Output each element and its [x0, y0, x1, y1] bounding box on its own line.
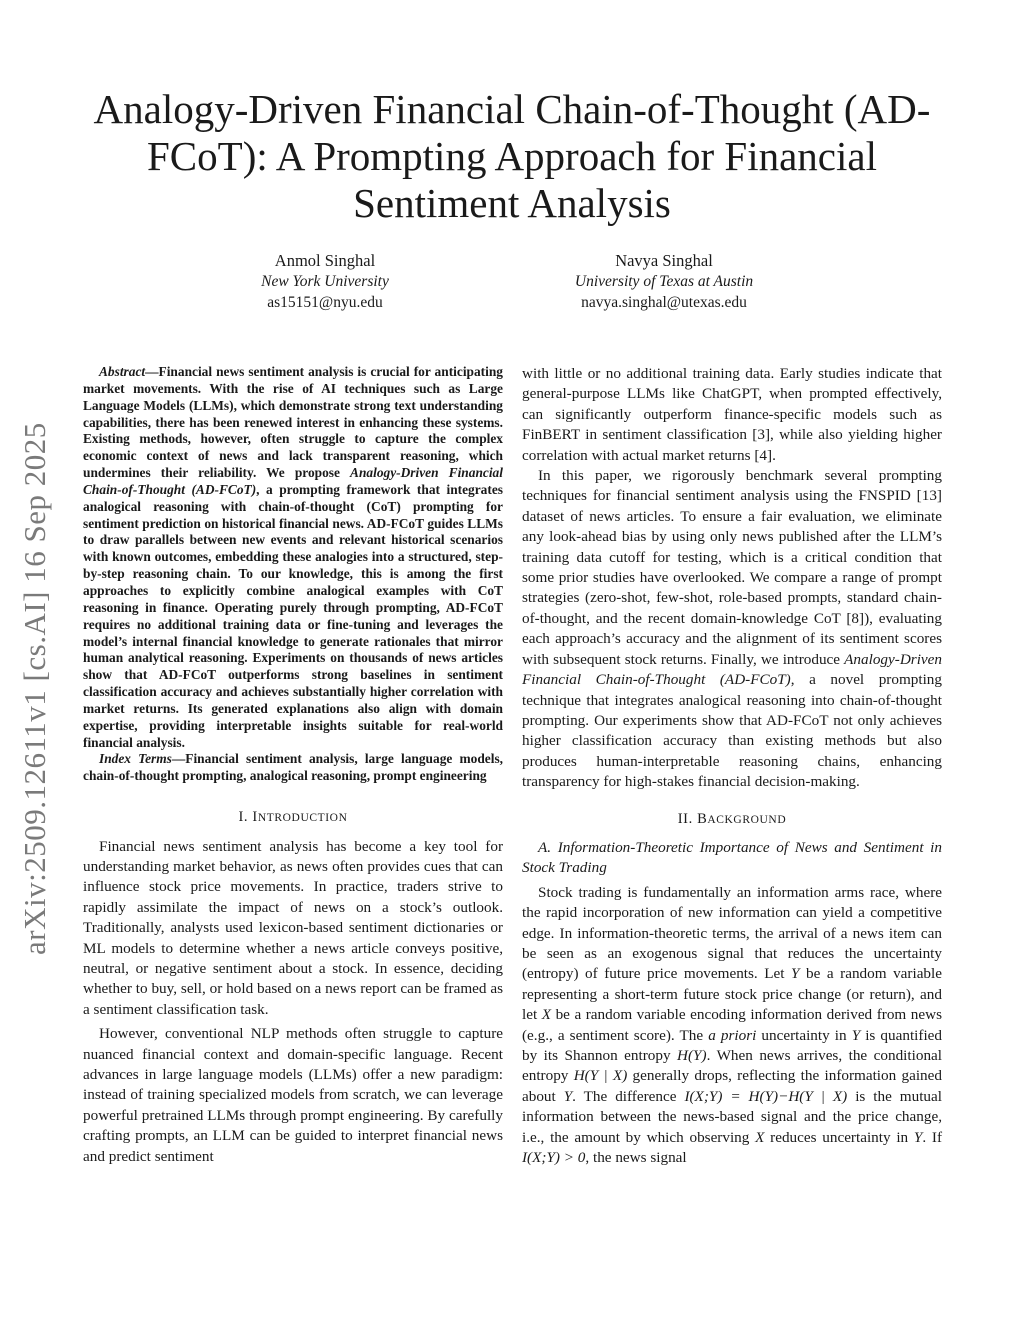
intro-paragraph-1: Financial news sentiment analysis has become a key tool for understanding market behavior, as news often provides cues that can influence stock price movements. In practice, traders strive to rapidly assimilate the impact of news on a stock’s outlook. Traditionally, analysts used lexicon-based sentiment dictionaries or ML models to determine whether a news article conveys positive, neutral, or negative sentiment about a stock. In essence, deciding whether to buy, sell, or hold based on a news report can be framed as a sentiment classification task.: [83, 837, 503, 1018]
arxiv-identifier: arXiv:2509.12611v1 [cs.AI] 16 Sep 2025: [17, 422, 52, 955]
author-affiliation: New York University: [261, 273, 389, 290]
subsection-heading: A. Information-Theoretic Importance of News and Sentiment in Stock Trading: [522, 838, 942, 877]
left-column: [83, 364, 503, 1167]
intro-paragraph-2: However, conventional NLP methods often struggle to capture nuanced financial context and domain-specific language. Recent advances in large language models (LLMs) offer a new paradigm: instead of training specialized models from scratch, we can leverage powerful pretrained LLMs through prompt engineering. By carefully crafting prompts, an LLM can be guided to interpret financial news and predict sentiment: [83, 1025, 503, 1165]
intro-paragraph-3: with little or no additional training data. Early studies indicate that general-purpose LLMs like ChatGPT, when prompted effectively, can significantly outperform finance-specific models such as FinBERT in sentiment classification [3], while also yielding higher correlation with actual market returns [4].: [522, 365, 942, 464]
background-paragraph-1: Stock trading is fundamentally an information arms race, where the rapid incorporation of new information can yield a competitive edge. In information-theoretic terms, the arrival of a news item can be seen as an exogenous signal that reduces the uncertainty (entropy) of future price movements. Let Y be a random variable representing a short-term future stock price change (or return), and let X be a random variable encoding information derived from news (e.g., a sentiment score). The a priori uncertainty in Y is quantified by its Shannon entropy H(Y). When news arrives, the conditional entropy H(Y | X) generally drops, reflecting the information gained about Y. The difference I(X;Y) = H(Y)−H(Y | X) is the mutual information between the news-based signal and the price change, i.e., the amount by which observing X reduces uncertainty in Y. If I(X;Y) > 0, the news signal: [522, 883, 942, 1167]
abstract-label: Abstract: [99, 364, 146, 379]
right-column: [522, 364, 942, 1168]
author-email[interactable]: as15151@nyu.edu: [267, 294, 383, 311]
index-terms-text: —Financial sentiment analysis, large language models, chain-of-thought prompting, analogical reasoning, prompt engineering: [83, 751, 503, 784]
author-block-2: [514, 250, 814, 313]
author-name: Anmol Singhal: [274, 251, 376, 270]
abstract-text-1: —Financial news sentiment analysis is crucial for anticipating market movements. With the rise of AI techniques such as Large Language Models (LLMs), which demonstrate strong text understanding capabilities, there has been renewed interest in enhancing these systems. Existing methods, however, often struggle to capture the complex economic context of news and lack transparent reasoning, which undermines their reliability. We propose: [83, 364, 503, 481]
intro-paragraph-4: In this paper, we rigorously benchmark several prompting techniques for financial sentiment analysis using the FNSPID [13] dataset of news articles. To ensure a fair evaluation, we eliminate any look-ahead bias by using only news published after the LLM’s training data cutoff for testing, which is a critical condition that some prior studies have overlooked. We compare a range of prompt strategies (zero-shot, few-shot, role-based prompts, standard chain-of-thought, and the recent domain-knowledge CoT [8]), evaluating each approach’s accuracy and the alignment of its sentiment scores with subsequent stock returns. Finally, we introduce Analogy-Driven Financial Chain-of-Thought (AD-FCoT), a novel prompting technique that integrates analogical reasoning into chain-of-thought prompting. Our experiments show that AD-FCoT not only achieves higher classification accuracy than existing methods but also produces human-interpretable reasoning chains, enhancing transparency for high-stakes financial decision-making.: [522, 467, 942, 791]
abstract-text-2: , a prompting framework that integrates analogical reasoning with chain-of-thought (CoT) prompting for sentiment prediction on historical financial news. AD-FCoT guides LLMs to draw parallels between new events and relevant historical scenarios with known outcomes, embedding these analogies into a structured, step-by-step reasoning chain. To our knowledge, this is among the first approaches to explicitly combine analogical examples with CoT reasoning in finance. Operating purely through prompting, AD-FCoT requires no additional training data or fine-tuning and leverages the model’s internal financial knowledge to generate rationales that mirror human analytical reasoning. Experiments on thousands of news articles show that AD-FCoT outperforms strong baselines in sentiment classification accuracy and achieves substantially higher correlation with market returns. Its generated explanations also align with domain expertise, providing interpretable insights suitable for real-world financial analysis.: [83, 481, 503, 750]
abstract: [83, 364, 503, 751]
author-name: Navya Singhal: [615, 251, 713, 270]
index-terms-label: Index Terms: [99, 751, 172, 767]
author-email[interactable]: navya.singhal@utexas.edu: [581, 294, 747, 311]
section-heading-introduction: I. INTRODUCTION: [238, 809, 348, 826]
paper-title: Analogy-Driven Financial Chain-of-Thought (AD-FCoT): A Prompting Approach for Financial Sentiment Analysis: [93, 86, 931, 226]
author-block-1: [175, 250, 475, 313]
section-heading-background: II. BACKGROUND: [677, 810, 787, 827]
author-affiliation: University of Texas at Austin: [574, 273, 754, 290]
index-terms: [83, 751, 503, 785]
method-name-emphasis: Analogy-Driven Financial Chain-of-Thought (AD-FCoT): [522, 650, 942, 689]
abstract-emphasis: Analogy-Driven Financial Chain-of-Thought (AD-FCoT): [83, 465, 503, 497]
